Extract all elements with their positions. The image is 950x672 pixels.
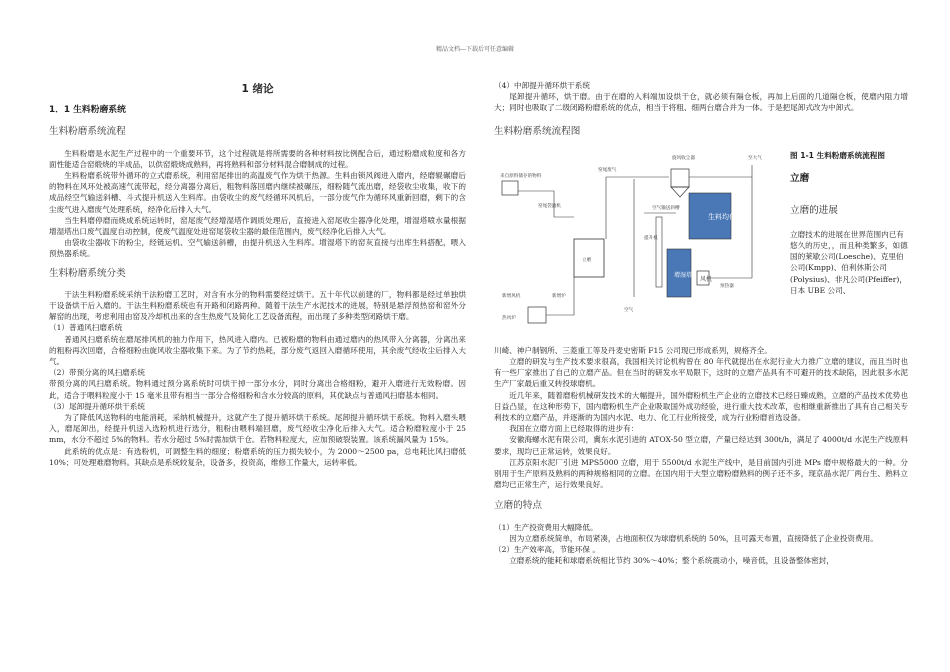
- paragraph: 我国在立磨方面上已经取得的进步有：: [509, 424, 639, 434]
- item-title: （2）生产效率高，节能环保 。: [494, 545, 600, 555]
- paragraph: 带预分离的风扫磨系统。物料通过预分离系统时可烘干掉一部分水分，同时分离出合格细粉，避开入磨进行无效粉磨。因此，适合于喂料粒度小于 15 毫米且带有相当一部分合格细粉和含水分较高的原料，其优缺点与普通风扫磨基本相同。: [49, 379, 466, 400]
- flow-heading: 生料粉磨系统流程: [49, 126, 126, 138]
- mill-development-heading: 立磨的进展: [790, 204, 838, 216]
- paragraph: 近几年来，随着磨粉机械研发技术的大幅提升，国外磨粉机生产企业的立磨技术已经日臻成熟，立磨的产品技术优势也日益凸显，在这种形势下，国内磨粉机生产企业吸取国外成功经验，进行重大技术改革，也相继重新推出了具有自己相关专利技术的立磨产品，并逐渐的为国内水泥、电力、化工行业所接受，成为行业粉磨首选设备。: [494, 390, 908, 423]
- right-column: [494, 80, 908, 566]
- diagram-heading: 生料粉磨系统流程图: [494, 125, 581, 137]
- label-fan: 风机: [700, 275, 713, 283]
- paragraph: 普通风扫磨系统在磨尾排风机的抽力作用下，热风进入磨内。已被粉磨的物料由通过磨内的热风带入分离器，分离出来的粗粉再次回磨，合格细粉由旋风收尘器收集下来。为了节约热耗，部分废气返回入磨循环使用，其余废气经收尘后排入大气。: [49, 334, 466, 367]
- cyclone-cone: [671, 187, 689, 197]
- item-title: （3）尾卸提升循环烘干系统: [49, 401, 145, 411]
- hot-air-furnace: [528, 307, 546, 323]
- item-title: （4）中卸提升循环烘干系统: [494, 81, 590, 90]
- paragraph: 立磨系统的能耗和球磨系统相比节约 30%～40%；整个系统震动小，噪音低，且设备整体密封，: [509, 556, 834, 566]
- feed-bin: [502, 181, 518, 195]
- mill-heading: 立磨: [790, 172, 810, 184]
- label-kiln-bag: 窑尾袋滤机: [538, 203, 561, 209]
- paragraph: 江苏京阳水泥厂引进 MPS5000 立磨，用于 5500t/d 水泥生产线中，是目前国内引进 MPs 磨中规格最大的一种。分别用于生产原料及熟料的两种规格相同的立磨。在国内用于大型立磨粉磨熟料的例子还不多，现京晶水泥厂两台生、熟料立磨均已正常生产，运行效果良好。: [494, 457, 908, 490]
- label-cyclone: 旋风收尘器: [672, 155, 695, 161]
- item-title: （1）普通风扫磨系统: [49, 323, 123, 333]
- label-elevator: 提升机: [644, 235, 658, 241]
- page-header: 精品文档---下载后可任意编辑: [435, 46, 515, 53]
- label-hot-furnace: 热风炉: [502, 315, 516, 321]
- side-paragraph: 立磨技术的进展在世界范围内已有悠久的历史，，而且种类繁多，如德国的莱歇公司(Loesche)、克里伯公司(Kmpp)、伯利休斯公司(Polysius)、非凡公司(Pfeiffer)，日本 UBE 公司、: [790, 229, 908, 295]
- paragraph: 尾卸提升循环，烘干磨。由于在磨的入料端加设烘干仓，就必须有隔仓板，再加上后面的几道隔仓板，使磨内阻力增大；同时也吸取了二级闭路粉磨系统的优点，相当于将粗、细两台磨合并为一体。于是把尾卸式改为中卸式。: [494, 92, 908, 113]
- class-heading: 生料粉磨系统分类: [49, 267, 126, 279]
- label-raw-material: 来自原料储存的物料: [500, 173, 542, 179]
- item-title: （1）生产投资费用大幅降低。: [494, 522, 598, 532]
- paragraph: 此系统的优点是：有选粉机，可调整生料的细度；粉磨系统的压力损失较小，为 2000～2500 pa，总电耗比风扫磨低 10%；可处理难磨物料。其缺点是系统较复杂，设备多，投资高，维修工作量大，运转率低。: [49, 446, 466, 467]
- paragraph: 当生料磨停磨而烧成系统运转时，窑尾废气经增湿塔作调质处理后，直接进入窑尾收尘器净化处理，增湿塔喷水量根据增湿塔出口废气温度自动控制，使废气温度处进窑尾袋收尘器的最佳范围内，废气经净化后排入大气。: [49, 215, 466, 237]
- label-mill: 立磨: [582, 257, 592, 263]
- feature-heading: 立磨的特点: [494, 500, 542, 512]
- paragraph: 因为立磨系统简单，布局紧凑，占地面积仅为球磨机系统的 50%，且可露天布置，直接降低了企业投资费用。: [509, 533, 878, 543]
- label-new-furnace: 新增炉: [552, 293, 566, 299]
- item-title: （2）带预分离的风扫磨系统: [49, 368, 145, 378]
- paragraph: 干法生料粉磨系统采纳干法粉磨工艺时，对含有水分的物料需要经过烘干。五十年代以前建的厂，物料都是经过单独烘干设备烘干后入磨的。干法生料粉磨系统也有开路和闭路两种。随着干法生产水泥技术的进展，特别是悬浮预热窑和窑外分解窑的出现，考虑利用由窑及冷却机出来的含生热废气及简化工艺设备流程，而出现了多种类型闭路烘干磨。: [49, 289, 466, 322]
- left-column: [49, 80, 466, 468]
- bucket-elevator: [656, 217, 662, 287]
- flow-diagram-block: [494, 147, 908, 343]
- label-kiln-gas: 窑尾废气: [598, 167, 617, 173]
- label-air-slide: 空气输送斜槽: [652, 205, 680, 211]
- paragraph: 立磨的研发与生产技术要求很高，我国相关讨论机构曾在 80 年代就提出在水泥行业大力推广立磨的建议，而且当时也有一些厂家推出了自己的立磨产品。但在当时的研发水平局限下，这时的立磨产品具有不可避开的技术缺陷，因此很多水泥生产厂家最后重又转投球磨机。: [494, 357, 908, 389]
- label-silo: 生料均化库: [708, 212, 743, 221]
- label-fresh-fan: 新增风机: [502, 293, 521, 299]
- paragraph: 川崎、神户制钢所、三菱重工等及丹麦史密斯 F15 公司现已形成系列，规格齐全。: [494, 345, 772, 355]
- paragraph: 生料粉磨系统带外循环的立式磨系统，利用窑尾排出的高温废气作为烘干热源。生料由锁风阀进入磨内，经磨辊碾磨后的物料在风环处被高速气流带起，经分离器分离后，粗物料落回磨内继续被碾压，细粉随气流出磨，经袋收尘收集，收下的成品经空气输送斜槽、斗式提升机送入生料库。由袋收尘的废气经循环风机后，一部分废气作为循环风重新回磨，剩下的含尘废气进入磨废气处理系统，经净化后排入大气。: [49, 171, 466, 214]
- cyclone-collector: [671, 169, 689, 187]
- paragraph: 由袋收尘器收下的粉尘，经链运机、空气输送斜槽，由提升机送入生料库。增湿塔下的窑灰直接与出库生料搭配，喂入预热器系统。: [49, 238, 466, 259]
- flow-diagram: [494, 147, 786, 343]
- paragraph: 安徽海螺水泥有限公司，冀东水泥引进的 ATOX-50 型立磨，产量已经达到 300t/h，满足了 4000t/d 水泥生产线原料要求，现均已正常运转，效果良好。: [494, 435, 908, 456]
- paragraph: 为了降低风送物料的电能消耗，采纳机械提升，这就产生了提升循环烘干系统。尾卸提升循环烘干系统。物料入磨头喂入，磨尾卸出，经提升机送入选粉机进行选分，粗粉由喂料端回磨，废气经收尘净化后排入大气。适合粉磨粒度小于 25 mm，水分不超过 5%的物料。若水分超过 5%时需加烘干仓。若物料粒度大，应加预破裂装置。该系统漏风量为 15%。: [49, 413, 466, 445]
- section-title: 1．1 生料粉磨系统: [49, 105, 126, 116]
- figure-title: 图 1-1 生料粉磨系统流程图: [790, 150, 885, 160]
- label-exhaust: 至大气: [748, 155, 762, 161]
- label-air: 空气: [624, 307, 634, 313]
- chapter-title: 1 绪论: [241, 83, 274, 95]
- label-preheater: 预热器: [720, 283, 734, 289]
- label-humidifier: 增湿塔: [674, 271, 693, 279]
- paragraph: 生料粉磨是水泥生产过程中的一个重要环节，这个过程就是将所需要的各种材料按比例配合后，通过粉磨成粒度和各方面性能适合窑煅烧的半成品，以供窑煅烧成熟料，再将熟料和部分材料混合磨制成的过程。: [49, 148, 466, 169]
